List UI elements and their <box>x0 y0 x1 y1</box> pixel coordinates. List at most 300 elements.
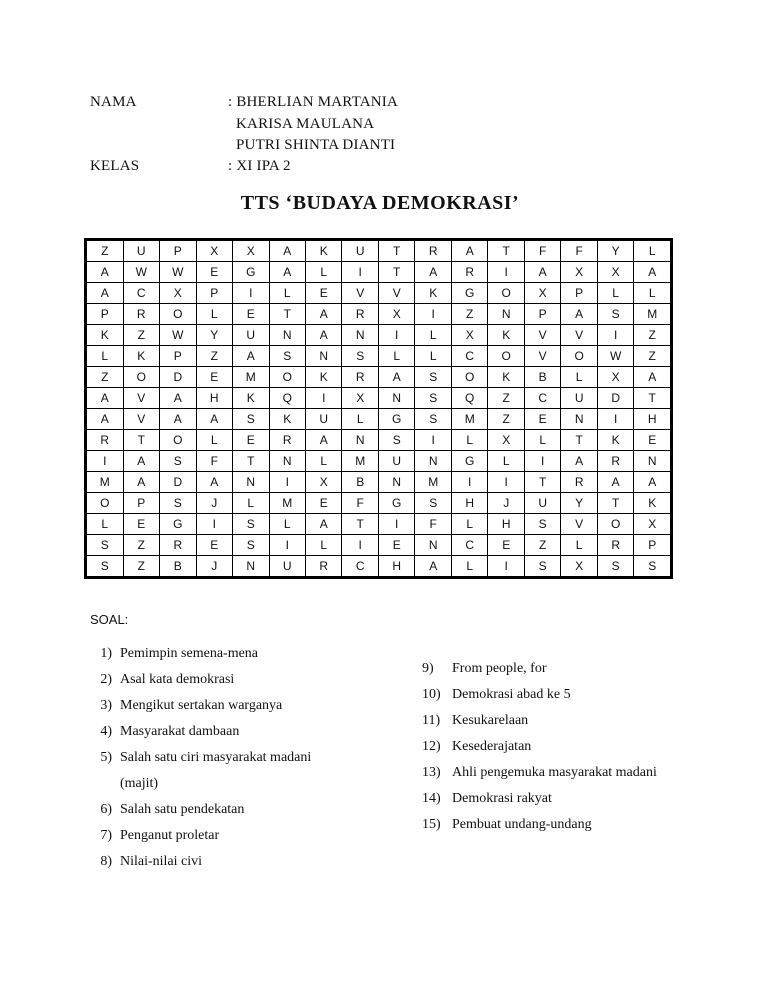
grid-cell: I <box>451 472 488 493</box>
grid-cell: N <box>269 451 306 472</box>
grid-cell: T <box>597 493 634 514</box>
grid-cell: I <box>342 262 379 283</box>
question-item <box>422 817 592 833</box>
grid-cell: X <box>488 430 524 451</box>
grid-cell: S <box>233 514 270 535</box>
grid-cell: X <box>378 304 414 325</box>
grid-cell: A <box>306 430 342 451</box>
grid-cell: L <box>634 240 672 262</box>
grid-cell: G <box>378 493 414 514</box>
grid-cell: I <box>196 514 232 535</box>
grid-cell: A <box>123 451 160 472</box>
grid-cell: P <box>160 346 197 367</box>
grid-cell: K <box>306 367 342 388</box>
grid-cell: J <box>196 556 232 578</box>
grid-cell: U <box>269 556 306 578</box>
grid-row <box>86 346 672 367</box>
grid-cell: S <box>597 556 634 578</box>
question-number: 14) <box>422 791 441 806</box>
grid-cell: A <box>86 388 124 409</box>
question-item <box>422 687 571 703</box>
grid-cell: E <box>306 283 342 304</box>
grid-cell: U <box>306 409 342 430</box>
grid-cell: I <box>597 325 634 346</box>
grid-cell: I <box>269 472 306 493</box>
grid-row <box>86 283 672 304</box>
grid-cell: Z <box>123 325 160 346</box>
question-text: Ahli pengemuka masyarakat madani <box>452 765 657 780</box>
grid-row <box>86 367 672 388</box>
grid-cell: L <box>634 283 672 304</box>
nama-label: NAMA <box>90 94 137 110</box>
grid-cell: F <box>342 493 379 514</box>
grid-cell: V <box>561 514 597 535</box>
grid-cell: D <box>160 472 197 493</box>
question-number: 4) <box>100 724 112 739</box>
question-text: Nilai-nilai civi <box>120 854 203 869</box>
grid-row <box>86 556 672 578</box>
grid-cell: X <box>160 283 197 304</box>
question-item <box>90 750 311 766</box>
grid-cell: U <box>123 240 160 262</box>
grid-cell: K <box>488 367 524 388</box>
grid-cell: A <box>415 556 452 578</box>
question-number: 10) <box>422 687 441 702</box>
grid-cell: A <box>451 240 488 262</box>
question-text: Demokrasi rakyat <box>452 791 552 806</box>
grid-cell: O <box>488 283 524 304</box>
grid-cell: I <box>342 535 379 556</box>
page-title <box>0 192 768 215</box>
grid-cell: B <box>524 367 560 388</box>
grid-cell: S <box>415 388 452 409</box>
grid-cell: I <box>524 451 560 472</box>
grid-cell: I <box>269 535 306 556</box>
grid-cell: O <box>123 367 160 388</box>
question-number: 8) <box>100 854 112 869</box>
grid-cell: E <box>196 262 232 283</box>
grid-cell: L <box>451 430 488 451</box>
grid-cell: P <box>561 283 597 304</box>
question-number: 2) <box>100 672 112 687</box>
grid-cell: I <box>86 451 124 472</box>
grid-cell: I <box>415 430 452 451</box>
grid-cell: D <box>597 388 634 409</box>
grid-cell: N <box>488 304 524 325</box>
grid-cell: L <box>196 304 232 325</box>
soal-label: SOAL: <box>90 612 129 627</box>
grid-cell: G <box>451 451 488 472</box>
grid-cell: S <box>597 304 634 325</box>
grid-cell: X <box>561 556 597 578</box>
grid-cell: Z <box>123 556 160 578</box>
question-number: 11) <box>422 713 441 728</box>
grid-cell: T <box>233 451 270 472</box>
question-item <box>422 661 546 677</box>
grid-cell: O <box>160 304 197 325</box>
grid-cell: R <box>160 535 197 556</box>
question-text: Penganut proletar <box>120 828 220 843</box>
grid-cell: V <box>378 283 414 304</box>
question-item <box>90 698 282 714</box>
grid-cell: Y <box>561 493 597 514</box>
grid-row <box>86 388 672 409</box>
grid-cell: L <box>306 535 342 556</box>
grid-cell: S <box>160 493 197 514</box>
grid-cell: X <box>342 388 379 409</box>
grid-cell: T <box>488 240 524 262</box>
question-text: Pembuat undang-undang <box>452 817 592 832</box>
grid-cell: A <box>160 409 197 430</box>
grid-cell: A <box>306 325 342 346</box>
question-number: 9) <box>422 661 434 676</box>
question-item <box>90 646 258 662</box>
grid-cell: T <box>561 430 597 451</box>
grid-cell: L <box>378 346 414 367</box>
grid-cell: Z <box>451 304 488 325</box>
grid-cell: M <box>86 472 124 493</box>
grid-cell: A <box>86 283 124 304</box>
grid-row <box>86 430 672 451</box>
nama-value-3: PUTRI SHINTA DIANTI <box>236 137 396 153</box>
grid-cell: S <box>524 514 560 535</box>
grid-cell: A <box>196 472 232 493</box>
grid-cell: U <box>233 325 270 346</box>
question-text: Pemimpin semena-mena <box>120 646 259 661</box>
grid-cell: R <box>342 304 379 325</box>
grid-cell: I <box>488 262 524 283</box>
grid-cell: P <box>86 304 124 325</box>
grid-cell: D <box>160 367 197 388</box>
grid-cell: W <box>597 346 634 367</box>
grid-cell: E <box>306 493 342 514</box>
grid-cell: A <box>597 472 634 493</box>
grid-cell: R <box>123 304 160 325</box>
grid-cell: K <box>488 325 524 346</box>
question-item <box>90 828 219 844</box>
grid-cell: Z <box>86 240 124 262</box>
grid-cell: J <box>196 493 232 514</box>
grid-cell: P <box>123 493 160 514</box>
question-number: 15) <box>422 817 441 832</box>
grid-cell: K <box>123 346 160 367</box>
grid-cell: S <box>634 556 672 578</box>
grid-cell: A <box>561 304 597 325</box>
grid-cell: S <box>378 430 414 451</box>
question-text: (majit) <box>120 776 159 791</box>
grid-cell: I <box>488 556 524 578</box>
grid-cell: E <box>196 535 232 556</box>
grid-row <box>86 325 672 346</box>
grid-cell: C <box>451 346 488 367</box>
grid-cell: A <box>196 409 232 430</box>
grid-cell: O <box>488 346 524 367</box>
grid-cell: A <box>634 367 672 388</box>
grid-cell: E <box>233 304 270 325</box>
grid-cell: X <box>634 514 672 535</box>
grid-cell: G <box>378 409 414 430</box>
grid-cell: A <box>306 304 342 325</box>
grid-cell: M <box>415 472 452 493</box>
grid-cell: U <box>561 388 597 409</box>
grid-cell: K <box>415 283 452 304</box>
grid-cell: Q <box>451 388 488 409</box>
grid-cell: R <box>306 556 342 578</box>
grid-cell: C <box>451 535 488 556</box>
grid-cell: N <box>634 451 672 472</box>
grid-row <box>86 262 672 283</box>
grid-cell: Z <box>634 325 672 346</box>
grid-cell: K <box>634 493 672 514</box>
question-number: 13) <box>422 765 441 780</box>
grid-cell: Y <box>196 325 232 346</box>
grid-cell: Z <box>86 367 124 388</box>
grid-cell: L <box>306 262 342 283</box>
grid-cell: I <box>415 304 452 325</box>
grid-cell: E <box>123 514 160 535</box>
question-item <box>90 724 239 740</box>
grid-cell: N <box>342 430 379 451</box>
grid-cell: A <box>269 240 306 262</box>
grid-cell: R <box>597 535 634 556</box>
grid-cell: W <box>160 262 197 283</box>
question-number: 5) <box>100 750 112 765</box>
grid-cell: T <box>378 240 414 262</box>
question-number: 12) <box>422 739 441 754</box>
grid-cell: N <box>233 556 270 578</box>
grid-cell: L <box>269 514 306 535</box>
grid-cell: N <box>306 346 342 367</box>
grid-cell: A <box>306 514 342 535</box>
grid-cell: A <box>160 388 197 409</box>
grid-cell: R <box>415 240 452 262</box>
grid-cell: O <box>86 493 124 514</box>
grid-cell: Q <box>269 388 306 409</box>
grid-cell: P <box>196 283 232 304</box>
grid-cell: C <box>524 388 560 409</box>
grid-row <box>86 409 672 430</box>
question-text: From people, for <box>452 661 547 676</box>
grid-cell: S <box>269 346 306 367</box>
grid-cell: A <box>634 472 672 493</box>
question-item <box>422 765 657 781</box>
grid-cell: H <box>634 409 672 430</box>
grid-cell: I <box>233 283 270 304</box>
question-item <box>422 739 531 755</box>
grid-cell: C <box>342 556 379 578</box>
grid-cell: P <box>524 304 560 325</box>
grid-cell: S <box>524 556 560 578</box>
question-number: 7) <box>100 828 112 843</box>
question-text: Salah satu pendekatan <box>120 802 245 817</box>
grid-row <box>86 240 672 262</box>
grid-cell: A <box>123 472 160 493</box>
grid-cell: M <box>233 367 270 388</box>
grid-cell: S <box>86 556 124 578</box>
kelas-value: : XI IPA 2 <box>228 158 291 174</box>
grid-cell: I <box>378 514 414 535</box>
grid-cell: J <box>488 493 524 514</box>
grid-cell: G <box>160 514 197 535</box>
grid-cell: N <box>269 325 306 346</box>
grid-cell: H <box>196 388 232 409</box>
grid-cell: R <box>597 451 634 472</box>
grid-cell: F <box>524 240 560 262</box>
grid-cell: O <box>561 346 597 367</box>
grid-cell: U <box>378 451 414 472</box>
question-text: Kesukarelaan <box>452 713 529 728</box>
word-search-grid <box>84 238 673 579</box>
grid-row <box>86 493 672 514</box>
grid-cell: A <box>378 367 414 388</box>
grid-cell: L <box>561 367 597 388</box>
question-number: 3) <box>100 698 112 713</box>
grid-cell: F <box>196 451 232 472</box>
grid-cell: K <box>597 430 634 451</box>
question-item <box>90 854 202 870</box>
grid-cell: X <box>196 240 232 262</box>
grid-cell: M <box>269 493 306 514</box>
grid-cell: M <box>342 451 379 472</box>
grid-cell: G <box>233 262 270 283</box>
grid-cell: L <box>488 451 524 472</box>
nama-value-2: KARISA MAULANA <box>236 116 375 132</box>
grid-cell: E <box>196 367 232 388</box>
grid-cell: L <box>342 409 379 430</box>
grid-cell: V <box>123 409 160 430</box>
grid-cell: L <box>415 325 452 346</box>
grid-cell: L <box>597 283 634 304</box>
question-item <box>90 802 244 818</box>
grid-cell: L <box>86 514 124 535</box>
grid-cell: S <box>233 535 270 556</box>
grid-cell: N <box>378 472 414 493</box>
grid-cell: V <box>123 388 160 409</box>
grid-cell: L <box>561 535 597 556</box>
grid-cell: Z <box>634 346 672 367</box>
question-text: Kesederajatan <box>452 739 532 754</box>
grid-cell: M <box>634 304 672 325</box>
grid-cell: K <box>86 325 124 346</box>
grid-cell: Z <box>123 535 160 556</box>
grid-cell: U <box>524 493 560 514</box>
grid-cell: A <box>561 451 597 472</box>
grid-cell: Z <box>488 409 524 430</box>
grid-cell: L <box>451 514 488 535</box>
grid-cell: L <box>196 430 232 451</box>
grid-row <box>86 535 672 556</box>
grid-cell: L <box>415 346 452 367</box>
grid-cell: X <box>306 472 342 493</box>
grid-cell: Z <box>524 535 560 556</box>
grid-row <box>86 304 672 325</box>
grid-cell: V <box>342 283 379 304</box>
grid-cell: R <box>342 367 379 388</box>
grid-cell: S <box>86 535 124 556</box>
grid-cell: L <box>451 556 488 578</box>
grid-cell: N <box>378 388 414 409</box>
question-item <box>90 672 234 688</box>
question-item <box>90 776 158 792</box>
grid-cell: L <box>269 283 306 304</box>
grid-cell: E <box>634 430 672 451</box>
grid-cell: A <box>524 262 560 283</box>
grid-cell: H <box>488 514 524 535</box>
grid-cell: A <box>86 262 124 283</box>
question-text: Demokrasi abad ke 5 <box>452 687 571 702</box>
grid-cell: I <box>597 409 634 430</box>
grid-cell: P <box>634 535 672 556</box>
grid-cell: T <box>634 388 672 409</box>
grid-cell: T <box>378 262 414 283</box>
grid-cell: A <box>86 409 124 430</box>
grid-cell: N <box>561 409 597 430</box>
grid-cell: S <box>415 409 452 430</box>
grid-cell: K <box>306 240 342 262</box>
grid-cell: X <box>597 262 634 283</box>
grid-cell: R <box>269 430 306 451</box>
question-text: Asal kata demokrasi <box>120 672 235 687</box>
grid-cell: W <box>123 262 160 283</box>
nama-value-1: : BHERLIAN MARTANIA <box>228 94 399 110</box>
grid-cell: X <box>233 240 270 262</box>
grid-cell: X <box>597 367 634 388</box>
grid-cell: L <box>306 451 342 472</box>
grid-cell: N <box>233 472 270 493</box>
grid-cell: E <box>233 430 270 451</box>
grid-cell: F <box>415 514 452 535</box>
grid-cell: G <box>451 283 488 304</box>
grid-cell: Y <box>597 240 634 262</box>
grid-row <box>86 451 672 472</box>
grid-cell: I <box>378 325 414 346</box>
grid-cell: X <box>524 283 560 304</box>
grid-cell: S <box>415 493 452 514</box>
grid-cell: V <box>561 325 597 346</box>
grid-cell: O <box>451 367 488 388</box>
question-number: 6) <box>100 802 112 817</box>
question-number: 1) <box>100 646 112 661</box>
grid-cell: A <box>415 262 452 283</box>
grid-row <box>86 514 672 535</box>
grid-cell: T <box>342 514 379 535</box>
grid-cell: F <box>561 240 597 262</box>
page-title-text: TTS ‘BUDAYA DEMOKRASI’ <box>240 192 520 214</box>
grid-cell: E <box>488 535 524 556</box>
grid-cell: B <box>160 556 197 578</box>
grid-cell: A <box>269 262 306 283</box>
grid-cell: K <box>233 388 270 409</box>
grid-cell: C <box>123 283 160 304</box>
grid-cell: N <box>415 451 452 472</box>
grid-cell: K <box>269 409 306 430</box>
question-text: Mengikut sertakan warganya <box>120 698 283 713</box>
grid-cell: L <box>86 346 124 367</box>
grid-cell: L <box>524 430 560 451</box>
grid-cell: E <box>524 409 560 430</box>
grid-cell: E <box>378 535 414 556</box>
question-item <box>422 713 528 729</box>
grid-cell: O <box>597 514 634 535</box>
grid-cell: N <box>342 325 379 346</box>
grid-cell: O <box>160 430 197 451</box>
grid-cell: M <box>451 409 488 430</box>
grid-cell: O <box>269 367 306 388</box>
grid-cell: Z <box>196 346 232 367</box>
grid-cell: T <box>269 304 306 325</box>
grid-cell: H <box>378 556 414 578</box>
grid-cell: X <box>561 262 597 283</box>
